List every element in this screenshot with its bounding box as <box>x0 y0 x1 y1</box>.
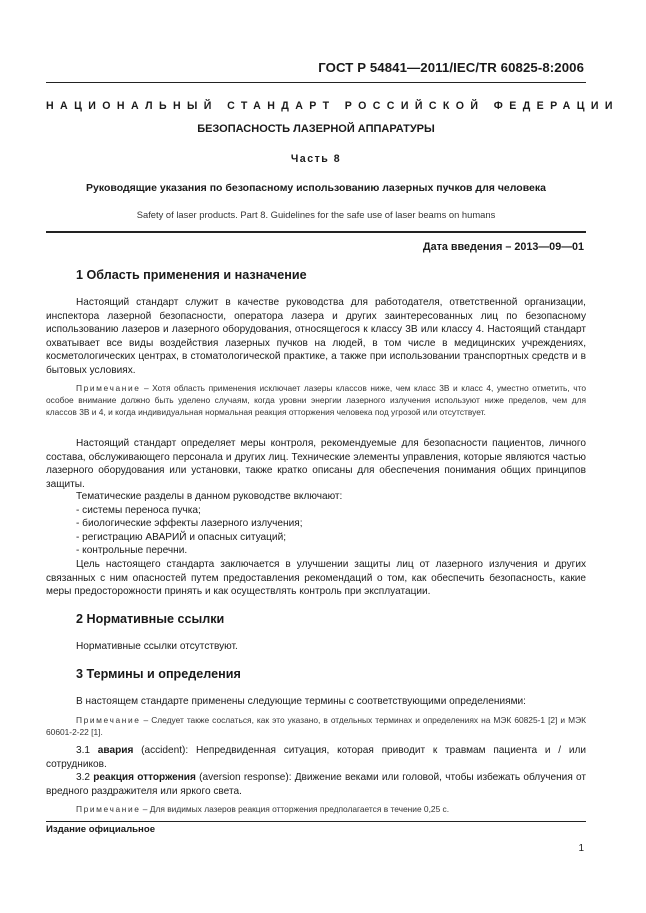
term-definition: (accident): Непредвиденная ситуация, которая приводит к травмам пациента и / или сотрудников. <box>46 745 586 770</box>
note-text: – Следует также сослаться, как это указано, в отдельных терминах и определениях на МЭК 60825-1 [2] и МЭК 60601-2-22 [1]. <box>46 715 586 737</box>
footer-rule <box>46 821 586 822</box>
paragraph-text: Настоящий стандарт служит в качестве руководства для работодателя, ответственной организации, инспектора лазерной безопасности, оператора лазера и других заинтересованных лиц по безопасному использованию лазеров и лазерного оборудования, относящегося к классу 3В или классу 4. Настоящий стандарт охватывает все виды воздействия лазерных пучков на людей, в том числе в медицинских учреждениях, косметологических центрах, в стоматологической практике, а также при использовании транспортных средств и в бытовых условиях. <box>46 297 586 376</box>
section-3-note-2 <box>46 804 586 816</box>
section-1-paragraph-3 <box>46 558 586 599</box>
note-label: Примечание <box>76 715 141 725</box>
national-standard-heading: НАЦИОНАЛЬНЫЙ СТАНДАРТ РОССИЙСКОЙ ФЕДЕРАЦИИ <box>46 100 619 112</box>
list-item: - регистрацию АВАРИЙ и опасных ситуаций; <box>76 531 287 543</box>
note-text: – Хотя область применения исключает лазеры классов ниже, чем класс 3В и класс 4, уместно отметить, что особое внимание должно быть уделено случаям, когда уровни энергии лазерного излучения используют ниже пределов, чем для классов 3В и 4, и когда индивидуальная нормальная реакция отторжения человека под угрозой или отсутствует. <box>46 383 586 417</box>
note-text: – Для видимых лазеров реакция отторжения предполагается в течение 0,25 с. <box>140 804 450 814</box>
section-1-heading: 1 Область применения и назначение <box>76 268 307 282</box>
term-3-1 <box>46 744 586 771</box>
introduction-date: Дата введения – 2013—09—01 <box>422 241 584 253</box>
term-number: 3.2 <box>76 772 94 783</box>
term-definition: (aversion response): Движение веками или головой, чтобы избежать облучения от вредного раздражителя или яркого света. <box>46 772 587 797</box>
english-title: Safety of laser products. Part 8. Guidelines for the safe use of laser beams on humans <box>136 209 496 220</box>
edition-label: Издание официальное <box>46 824 156 835</box>
standard-code: ГОСТ Р 54841—2011/IEC/TR 60825-8:2006 <box>318 60 584 75</box>
list-item: - системы переноса пучка; <box>76 504 201 516</box>
term-number: 3.1 <box>76 745 98 756</box>
section-1-note <box>46 383 586 418</box>
paragraph-text: Цель настоящего стандарта заключается в улучшении защиты лиц от лазерного излучения и других связанных с ним опасностей путем предоставления рекомендаций о том, как обеспечить безопасность, какие меры предосторожности принять и как осуществлять контроль при эксплуатации. <box>46 559 586 598</box>
section-2-text: Нормативные ссылки отсутствуют. <box>76 641 238 652</box>
note-label: Примечание <box>76 804 141 814</box>
term-3-2 <box>46 771 586 798</box>
list-item: - биологические эффекты лазерного излучения; <box>76 518 303 530</box>
section-3-heading: 3 Термины и определения <box>76 667 241 681</box>
section-3-intro: В настоящем стандарте применены следующие термины с соответствующими определениями: <box>76 696 526 707</box>
topics-intro: Тематические разделы в данном руководстве включают: <box>76 491 343 502</box>
section-3-note-1 <box>46 715 586 739</box>
header-rule <box>46 82 586 83</box>
title-rule <box>46 231 586 233</box>
note-label: Примечание <box>76 383 141 393</box>
section-2-heading: 2 Нормативные ссылки <box>76 612 225 626</box>
paragraph-text: Настоящий стандарт определяет меры контроля, рекомендуемые для безопасности пациентов, личного состава, обслуживающего персонала и других лиц. Технические элементы управления, которые являются частью лазерного оборудования или установки, также кратко описаны для обеспечения понимания общих принципов защиты. <box>46 438 586 490</box>
section-1-paragraph-2 <box>46 437 586 491</box>
term-name: авария <box>97 745 134 756</box>
list-item: - контрольные перечни. <box>76 545 188 557</box>
section-1-paragraph-1 <box>46 296 586 378</box>
part-label: Часть 8 <box>290 153 342 165</box>
term-name: реакция отторжения <box>93 772 196 783</box>
document-title: БЕЗОПАСНОСТЬ ЛАЗЕРНОЙ АППАРАТУРЫ <box>197 123 435 135</box>
document-subtitle: Руководящие указания по безопасному использованию лазерных пучков для человека <box>86 182 546 194</box>
page-number: 1 <box>578 843 584 854</box>
